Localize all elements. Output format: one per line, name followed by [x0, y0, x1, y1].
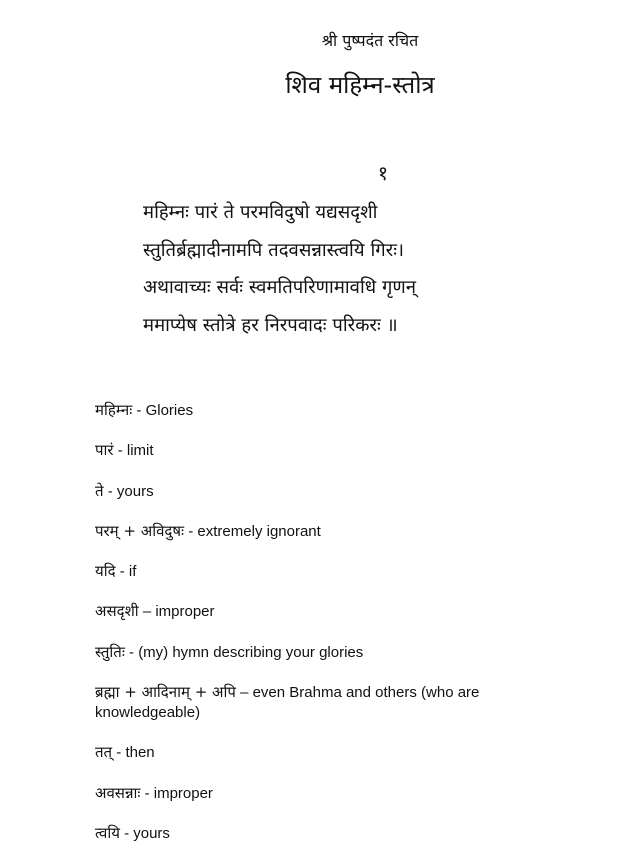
- verse-block: [143, 196, 583, 346]
- glossary-item: [95, 400, 565, 421]
- glossary-meaning: – improper: [138, 603, 215, 621]
- glossary-item: [95, 642, 565, 663]
- glossary-term: परम् + अविदुषः: [95, 521, 185, 540]
- glossary-term: पारं: [95, 441, 114, 460]
- glossary-meaning: - Glories: [132, 402, 194, 419]
- glossary-term: तत्: [95, 743, 113, 762]
- glossary-item: [95, 601, 565, 622]
- verse-line: स्तुतिर्ब्रह्मादीनामपि तदवसन्नास्त्वयि गिरः।: [143, 239, 404, 261]
- glossary-item: [95, 682, 565, 723]
- glossary-item: [95, 481, 565, 502]
- verse-number: १: [377, 161, 389, 185]
- glossary-meaning: - improper: [140, 784, 213, 802]
- glossary-term: त्वयि: [95, 823, 120, 842]
- glossary-item: [95, 783, 565, 804]
- glossary-term: स्तुतिः: [95, 642, 125, 661]
- glossary-meaning: - then: [112, 744, 155, 762]
- glossary-item: [95, 742, 565, 763]
- glossary-term: ब्रह्मा + आदिनाम् + अपि: [95, 683, 236, 702]
- glossary-meaning: – even Brahma and others (who are knowledgeable): [95, 684, 480, 722]
- page-title: शिव महिम्न-स्तोत्र: [285, 71, 435, 99]
- glossary-term: ते: [95, 481, 104, 500]
- verse-line: ममाप्येष स्तोत्रे हर निरपवादः परिकरः ॥: [143, 314, 398, 336]
- glossary-term: महिम्नः: [95, 401, 133, 419]
- glossary-term: अवसन्नाः: [95, 783, 141, 802]
- glossary-meaning: - yours: [119, 824, 170, 842]
- glossary-meaning: - if: [115, 563, 137, 581]
- glossary-meaning: - (my) hymn describing your glories: [124, 643, 364, 661]
- glossary-item: [95, 561, 565, 582]
- glossary-item: [95, 521, 565, 542]
- verse-line: महिम्नः पारं ते परमविदुषो यद्यसदृशी: [143, 202, 378, 223]
- glossary-meaning: - limit: [113, 442, 154, 460]
- glossary-list: [95, 400, 565, 863]
- glossary-term: असदृशी: [95, 602, 139, 621]
- glossary-item: [95, 440, 565, 461]
- verse-line: अथावाच्यः सर्वः स्वमतिपरिणामावधि गृणन्: [143, 277, 417, 298]
- author-line: श्री पुष्पदंत रचित: [321, 31, 419, 50]
- glossary-meaning: - yours: [103, 482, 154, 500]
- glossary-term: यदि: [95, 562, 116, 581]
- glossary-item: [95, 823, 565, 844]
- glossary-meaning: - extremely ignorant: [184, 522, 321, 540]
